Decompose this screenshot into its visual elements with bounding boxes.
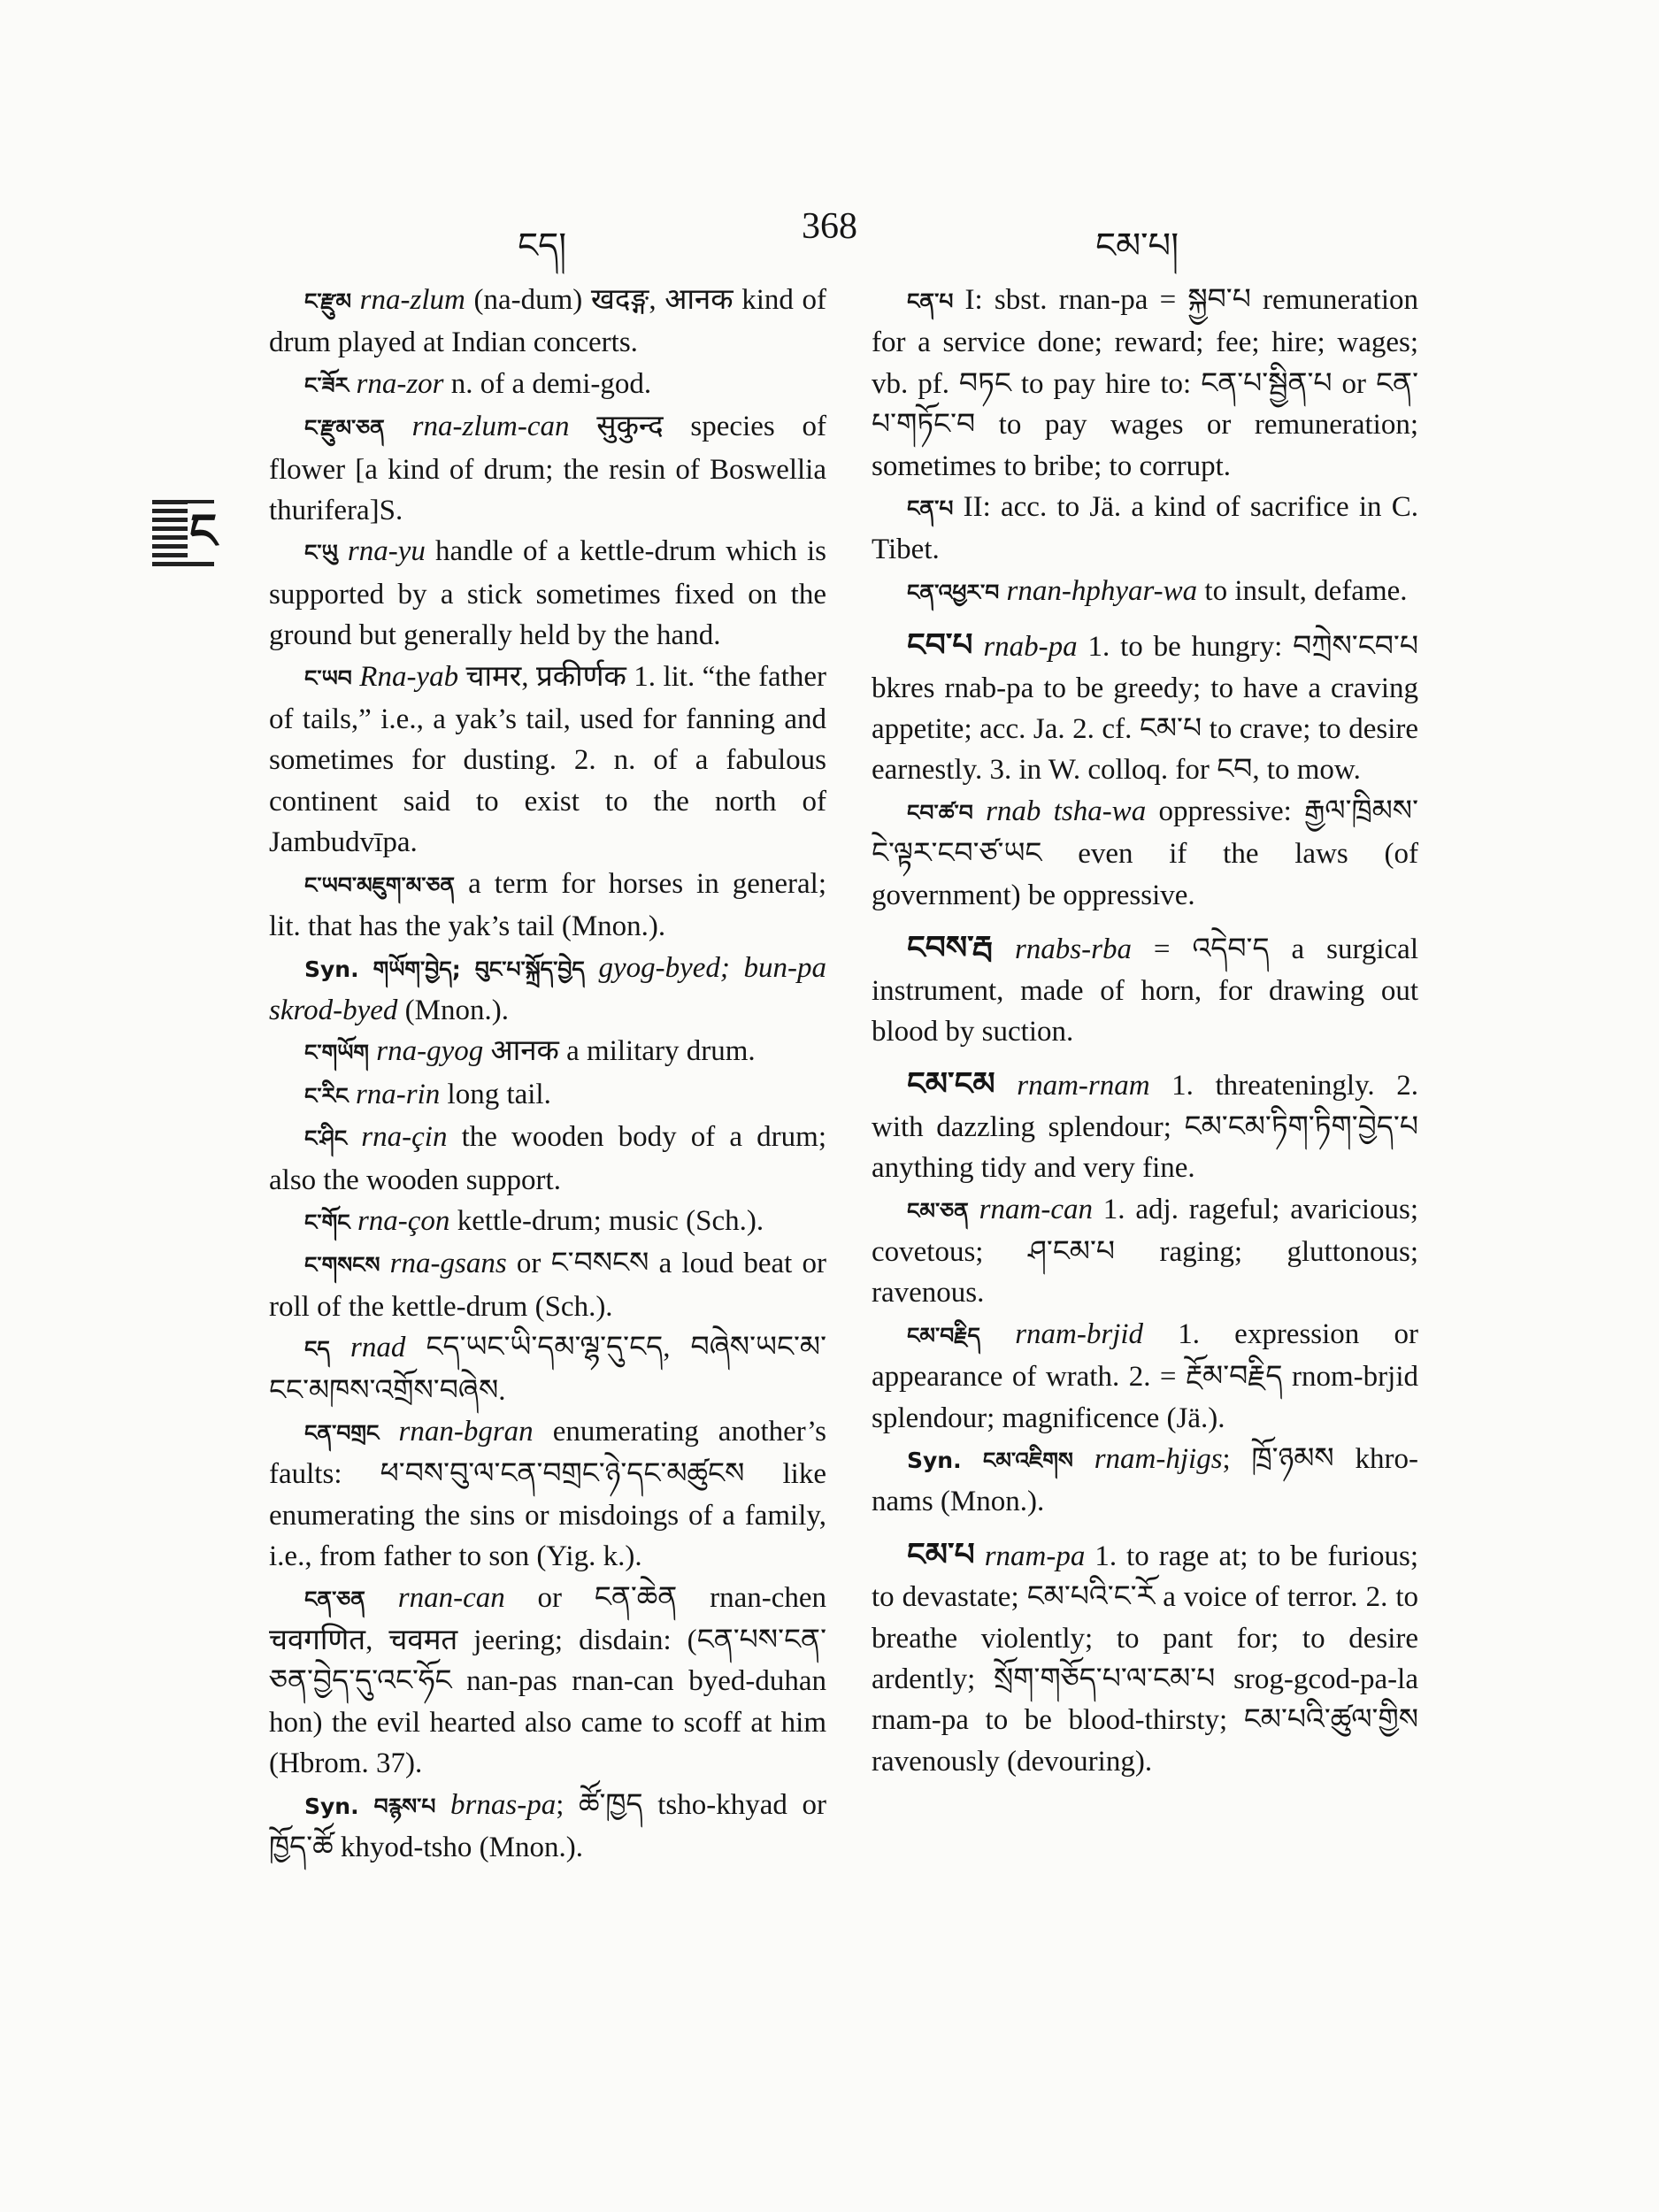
dictionary-entry xyxy=(872,487,1418,571)
entry-headword: Syn. གཡོག་བྱེད; བུང་པ་སྐྲོད་བྱེད xyxy=(304,956,585,982)
dictionary-entry xyxy=(872,571,1418,613)
entry-definition: चामर, प्रकीर्णक 1. lit. “the father of tails,” i.e., a yak’s tail, used for fanning and sometimes for dusting. 2. n. of a fabulous continent said to exist to the north of Jambudvīpa. xyxy=(269,660,827,859)
dictionary-entry xyxy=(872,1064,1418,1188)
entry-definition: kettle-drum; music (Sch.). xyxy=(449,1204,764,1237)
dictionary-entry xyxy=(269,657,826,864)
dictionary-entry xyxy=(269,364,826,406)
dictionary-entry xyxy=(269,1578,826,1785)
entry-transliteration: rnad xyxy=(350,1332,406,1364)
entry-headword: ངན་པ xyxy=(907,288,954,314)
entry-transliteration: rna-zor xyxy=(356,367,444,400)
entry-headword: ངམ་ཅན xyxy=(907,1197,969,1224)
entry-definition: ; ཁྲོ་ཉམས khro-nams (Mnon.). xyxy=(872,1442,1418,1518)
dictionary-entry xyxy=(269,1117,826,1201)
dictionary-entry xyxy=(269,1411,826,1578)
entry-headword: ངད xyxy=(304,1336,330,1363)
dictionary-entry xyxy=(269,1074,826,1117)
dictionary-entry xyxy=(269,948,826,1032)
entry-headword: ངན་པ xyxy=(907,495,954,522)
dictionary-entry xyxy=(872,791,1418,916)
dictionary-entry xyxy=(269,1201,826,1243)
dictionary-entry xyxy=(872,1189,1418,1314)
entry-transliteration: rnabs-rba xyxy=(1014,933,1132,966)
entry-transliteration: Rna-yab xyxy=(359,660,459,693)
header-left-headword: ངད། xyxy=(518,226,567,266)
entry-definition: enumerating another’s faults: ཕ་བས་བུ་ལ་ངན་བགྲང་ཉེ་དང་མཚུངས like enumerating the sins or misdoings of a family, i.e., from father to son (Yig. k.). xyxy=(269,1415,826,1573)
running-header xyxy=(0,205,1659,266)
entry-transliteration: rna-çon xyxy=(357,1204,450,1237)
entry-definition: (na-dum) खदङ्ग, आनक kind of drum played at Indian concerts. xyxy=(269,284,827,359)
entry-definition: or ང་བསངས a loud beat or roll of the kettle-drum (Sch.). xyxy=(269,1248,826,1323)
dictionary-entry xyxy=(872,280,1418,487)
entry-definition: handle of a kettle-drum which is supported by a stick sometimes fixed on the ground but generally held by the hand. xyxy=(269,535,827,652)
entry-headword: Syn. ངམ་འཇིགས xyxy=(907,1447,1073,1473)
entry-definition: सुकुन्द species of flower [a kind of drum; the resin of Boswellia thurifera]S. xyxy=(269,411,827,527)
left-column xyxy=(269,280,826,1868)
thumb-tab-letter: ང xyxy=(189,503,218,559)
entry-headword: ང་རྫུམ xyxy=(304,288,352,314)
entry-transliteration: rna-çin xyxy=(361,1121,448,1154)
page-number: 368 xyxy=(802,206,857,247)
entry-definition: the wooden body of a drum; also the wooden support. xyxy=(269,1121,826,1196)
dictionary-entry xyxy=(269,531,826,656)
entry-headword: ང་རྫུམ་ཅན xyxy=(304,415,385,442)
entry-definition: 1. threateningly. 2. with dazzling splendour; ངམ་ངམ་ཏིག་ཏིག་བྱེད་པ anything tidy and very fine. xyxy=(872,1070,1418,1185)
dictionary-entry xyxy=(872,1439,1418,1523)
entry-headword: ང་ཡབ xyxy=(304,664,352,691)
entry-transliteration: gyog-byed; bun-pa skrod-byed xyxy=(269,951,826,1026)
entry-transliteration: brnas-pa xyxy=(450,1788,557,1821)
entry-headword: ངམ་པ xyxy=(907,1536,975,1573)
entry-headword: ང་རིང xyxy=(304,1082,349,1109)
entry-definition: ; ཚོ་ཁྱད tsho-khyad or ཁྱོད་ཚོ khyod-tsho (Mnon.). xyxy=(269,1788,826,1864)
entry-headword: ང་གཡོག xyxy=(304,1040,370,1066)
entry-definition: to insult, defame. xyxy=(1197,574,1408,607)
entry-transliteration: rna-rin xyxy=(355,1078,441,1110)
entry-definition: or ངན་ཆེན rnan-chen चवगणित, चवमत jeering; disdain: (ངན་པས་ངན་ཅན་བྱེད་དུ་འང་ཧོང nan-pas rnan-can byed-duhan hon) the evil hearted also came to scoff at him (Hbrom. 37). xyxy=(269,1581,826,1780)
dictionary-entry xyxy=(269,1243,826,1327)
entry-definition: I: sbst. rnan-pa = སྐྱབ་པ remuneration for a service done; reward; fee; hire; wages; vb. pf. བཏང to pay hire to: ངན་པ་སྦྱིན་པ or ངན་པ་གཏོང་བ to pay wages or remuneration; sometimes to bribe; to corrupt. xyxy=(872,284,1418,482)
dictionary-entry xyxy=(872,1314,1418,1439)
dictionary-entry xyxy=(872,626,1418,791)
entry-headword: ང་གསངས xyxy=(304,1252,380,1279)
entry-definition: = འདེབ་ད a surgical instrument, made of horn, for drawing out blood by suction. xyxy=(872,933,1418,1048)
entry-headword: ངན་ཅན xyxy=(304,1586,365,1612)
entry-transliteration: rnam-hjigs xyxy=(1094,1442,1223,1475)
entry-transliteration: rnab tsha-wa xyxy=(986,795,1147,827)
entry-definition: ངད་ཡང་ཡི་དམ་ལྷ་དུ་ངད, བཞེས་ཡང་མ་ངང་མཁས་འགྲོས་བཞེས. xyxy=(269,1332,827,1407)
entry-transliteration: rnan-hphyar-wa xyxy=(1006,574,1198,607)
entry-headword: ངན་བགྲང xyxy=(304,1419,380,1446)
entry-definition: 1. to be hungry: བཀྲེས་ངབ་པ bkres rnab-pa to be greedy; to have a craving appetite; acc. Ja. 2. cf. ངམ་པ to crave; to desire earnestly. 3. in W. colloq. for ངབ, to mow. xyxy=(872,631,1419,787)
entry-headword: ང་ཡུ xyxy=(304,540,338,566)
entry-transliteration: rnan-bgran xyxy=(398,1415,534,1448)
entry-headword: ངབ་ཚ་བ xyxy=(907,799,973,826)
entry-transliteration: rnam-rnam xyxy=(1017,1070,1150,1102)
entry-definition: n. of a demi-god. xyxy=(443,367,652,400)
dictionary-entry xyxy=(269,1327,826,1411)
entry-headword: Syn. བརྙས་པ xyxy=(304,1793,436,1819)
entry-headword: ངབས་རྦ xyxy=(907,930,993,967)
dictionary-entry xyxy=(872,1535,1418,1782)
dictionary-entry xyxy=(269,864,826,948)
entry-transliteration: rna-yu xyxy=(347,535,426,568)
entry-headword: ང་ཟོར xyxy=(304,372,349,398)
entry-headword: ངབ་པ xyxy=(907,627,973,664)
entry-headword: ང་ཡབ་མཇུག་མ་ཅན xyxy=(304,872,456,898)
entry-transliteration: rnam-brjid xyxy=(1015,1317,1144,1350)
dictionary-entry xyxy=(269,280,826,364)
entry-definition: (Mnon.). xyxy=(397,994,509,1026)
entry-transliteration: rnab-pa xyxy=(983,631,1078,664)
entry-transliteration: rna-zlum xyxy=(359,284,465,316)
entry-transliteration: rna-gsans xyxy=(389,1248,507,1280)
entry-headword: ངན་འཕྱར་བ xyxy=(907,579,1000,605)
entry-headword: ང་ཤིང xyxy=(304,1125,348,1152)
entry-definition: a term for horses in general; lit. that has the yak’s tail (Mnon.). xyxy=(269,867,826,943)
entry-definition: 1. expression or appearance of wrath. 2. = རྔོམ་བརྗིད rnom-brjid splendour; magnificence (Jä.). xyxy=(872,1317,1418,1434)
entry-transliteration: rna-zlum-can xyxy=(411,411,570,443)
dictionary-entry xyxy=(269,406,826,531)
thumb-index-tab xyxy=(152,500,228,567)
entry-definition: long tail. xyxy=(440,1078,551,1110)
entry-headword: ངམ་བརྗིད xyxy=(907,1322,980,1348)
dictionary-entry xyxy=(269,1031,826,1073)
entry-headword: ང་གོང xyxy=(304,1209,350,1235)
entry-transliteration: rna-gyog xyxy=(376,1035,484,1068)
entry-definition: 1. adj. rageful; avaricious; covetous; ཤ་ངམ་པ raging; gluttonous; ravenous. xyxy=(872,1193,1419,1310)
entry-definition: oppressive: རྒྱལ་ཁྲིམས་ངེ་ལྟར་ངབ་ཙ་ཡང even if the laws (of government) be oppressive. xyxy=(872,795,1418,911)
entry-transliteration: rnan-can xyxy=(397,1581,505,1614)
dictionary-entry xyxy=(872,928,1418,1052)
entry-transliteration: rnam-pa xyxy=(984,1540,1086,1572)
entry-transliteration: rnam-can xyxy=(979,1193,1093,1225)
header-right-headword: ངམ་པ། xyxy=(1095,226,1179,266)
entry-definition: 1. to rage at; to be furious; to devastate; ངམ་པའི་ང་རོ a voice of terror. 2. to breathe violently; to pant for; to desire ardently; སྲོག་གཅོད་པ་ལ་ངམ་པ srog-gcod-pa-la rnam-pa to be blood-thirsty; ངམ་པའི་ཚུལ་གྱིས ravenously (devouring). xyxy=(872,1540,1418,1778)
entry-headword: ངམ་ངམ xyxy=(907,1066,995,1103)
entry-definition: आनक a military drum. xyxy=(483,1035,756,1068)
entry-definition: II: acc. to Jä. a kind of sacrifice in C. Tibet. xyxy=(872,491,1418,566)
dictionary-entry xyxy=(269,1785,826,1869)
right-column xyxy=(872,280,1418,1782)
